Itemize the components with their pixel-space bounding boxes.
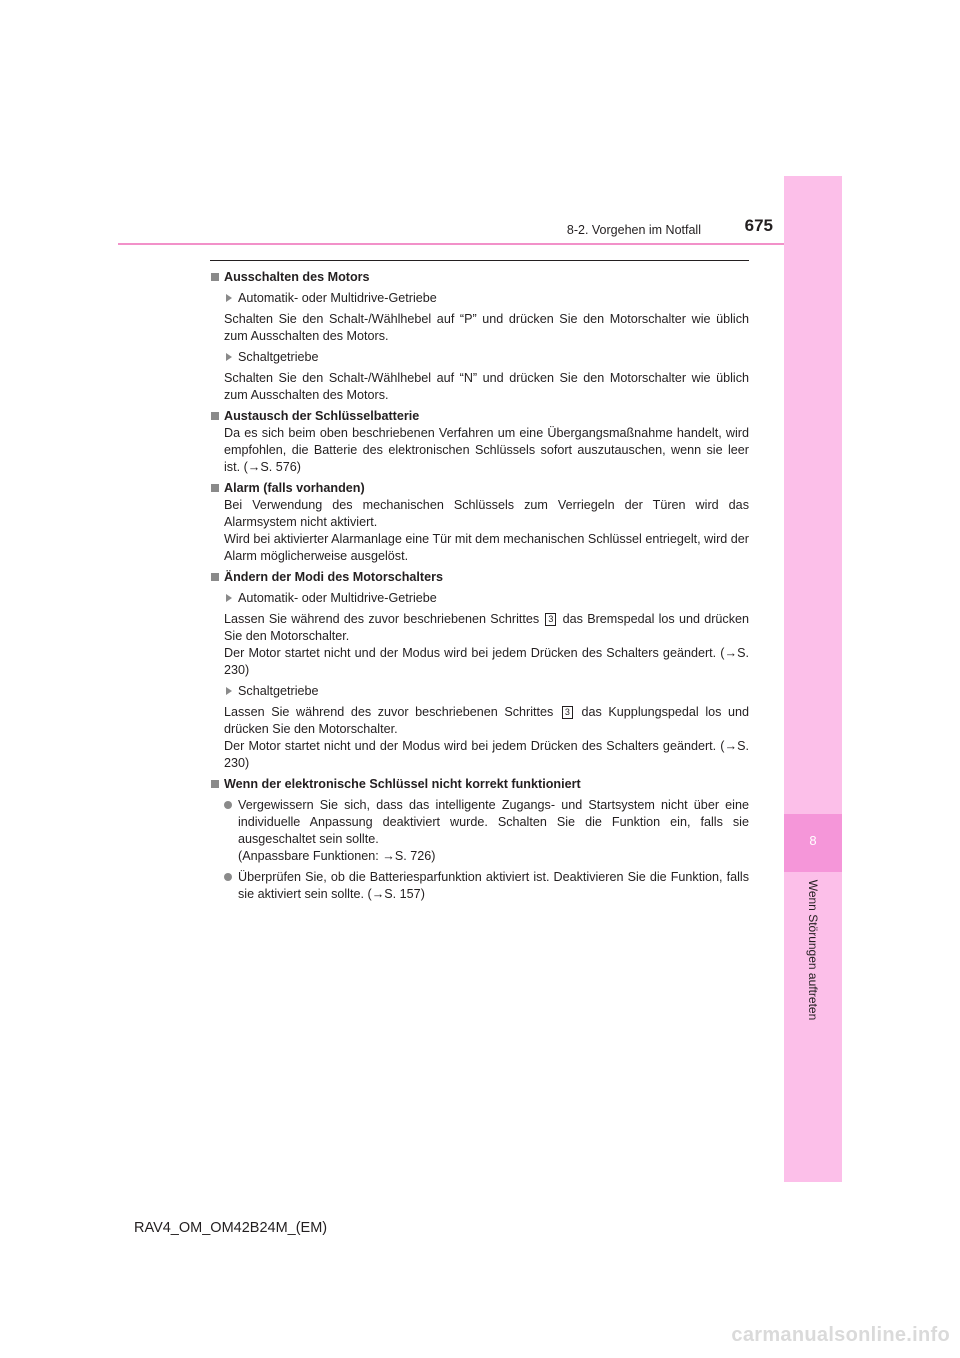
side-tab-number: 8 xyxy=(809,833,817,848)
paragraph: Der Motor startet nicht und der Modus wird bei jedem Drücken des Schalters geändert. (→S. 230) xyxy=(224,646,749,677)
subheading-manual: Schaltgetriebe xyxy=(210,349,749,366)
step-number-badge: 3 xyxy=(562,706,573,719)
circle-bullet-icon xyxy=(224,801,232,809)
header-rule xyxy=(118,243,841,245)
section-heading-switch-modes: Ändern der Modi des Motorschalters xyxy=(210,569,749,586)
paragraph: Schalten Sie den Schalt-/Wählhebel auf “P” und drücken Sie den Motorschalter wie üblich zum Ausschalten des Motors. xyxy=(224,312,749,343)
circle-bullet-icon xyxy=(224,873,232,881)
triangle-bullet-icon xyxy=(226,353,232,361)
page-reference-link[interactable]: →S. 726) xyxy=(382,849,436,863)
section-heading-key-malfunction: Wenn der elektronische Schlüssel nicht korrekt funktioniert xyxy=(210,776,749,793)
triangle-bullet-icon xyxy=(226,294,232,302)
triangle-bullet-icon xyxy=(226,594,232,602)
list-item: Vergewissern Sie sich, dass das intelligente Zugangs- und Startsystem nicht über eine individuelle Anpassung deaktiviert wurde. Schalten Sie die Funktion ein, falls sie ausgeschaltet sein sollte. (Anpassbare Funktionen: →S. 726) xyxy=(210,797,749,865)
side-tab-label: Wenn Störungen auftreten xyxy=(806,879,820,1021)
triangle-bullet-icon xyxy=(226,687,232,695)
paragraph: Schalten Sie den Schalt-/Wählhebel auf “N” und drücken Sie den Motorschalter wie üblich zum Ausschalten des Motors. xyxy=(224,371,749,402)
paragraph: Der Motor startet nicht und der Modus wird bei jedem Drücken des Schalters geändert. (→S. 230) xyxy=(224,739,749,770)
paragraph: Lassen Sie während des zuvor beschriebenen Schrittes 3 das Kupplungspedal los und drücken Sie den Motorschalter. xyxy=(224,705,750,736)
watermark: carmanualsonline.info xyxy=(731,1324,950,1346)
section-heading-alarm: Alarm (falls vorhanden) xyxy=(210,480,749,497)
page-reference-link[interactable]: →S. 576) xyxy=(247,460,301,474)
list-item: Überprüfen Sie, ob die Batteriesparfunktion aktiviert ist. Deaktivieren Sie die Funktion, falls sie aktiviert sein sollte. (→S. 157) xyxy=(210,869,749,903)
subheading-automatic: Automatik- oder Multidrive-Getriebe xyxy=(210,590,749,607)
section-title: 8-2. Vorgehen im Notfall xyxy=(566,223,701,237)
page-reference-link[interactable]: →S. 230) xyxy=(224,739,749,770)
step-number-badge: 3 xyxy=(545,613,556,626)
section-heading-engine-off: Ausschalten des Motors xyxy=(210,269,749,286)
side-tab xyxy=(784,176,842,1182)
paragraph: Lassen Sie während des zuvor beschriebenen Schrittes 3 das Bremspedal los und drücken Sie den Motorschalter. xyxy=(224,612,749,643)
subheading-manual: Schaltgetriebe xyxy=(210,683,749,700)
page-number: 675 xyxy=(744,216,773,235)
section-heading-key-battery: Austausch der Schlüsselbatterie xyxy=(210,408,749,425)
content-rule xyxy=(210,260,749,261)
page-reference-link[interactable]: →S. 157) xyxy=(371,887,425,901)
manual-code: RAV4_OM_OM42B24M_(EM) xyxy=(134,1220,328,1236)
page-reference-link[interactable]: →S. 230) xyxy=(224,646,749,677)
page-content xyxy=(210,267,749,903)
paragraph: Da es sich beim oben beschriebenen Verfahren um eine Übergangsmaßnahme handelt, wird empfohlen, die Batterie des elektronischen Schlüssels sofort auszutauschen, wenn sie leer ist. (→S. 576) xyxy=(224,426,749,474)
subheading-automatic: Automatik- oder Multidrive-Getriebe xyxy=(210,290,749,307)
paragraph: Bei Verwendung des mechanischen Schlüssels zum Verriegeln der Türen wird das Alarmsystem nicht aktiviert. xyxy=(224,498,749,529)
paragraph: Wird bei aktivierter Alarmanlage eine Tür mit dem mechanischen Schlüssel entriegelt, wird der Alarm möglicherweise ausgelöst. xyxy=(224,532,749,563)
